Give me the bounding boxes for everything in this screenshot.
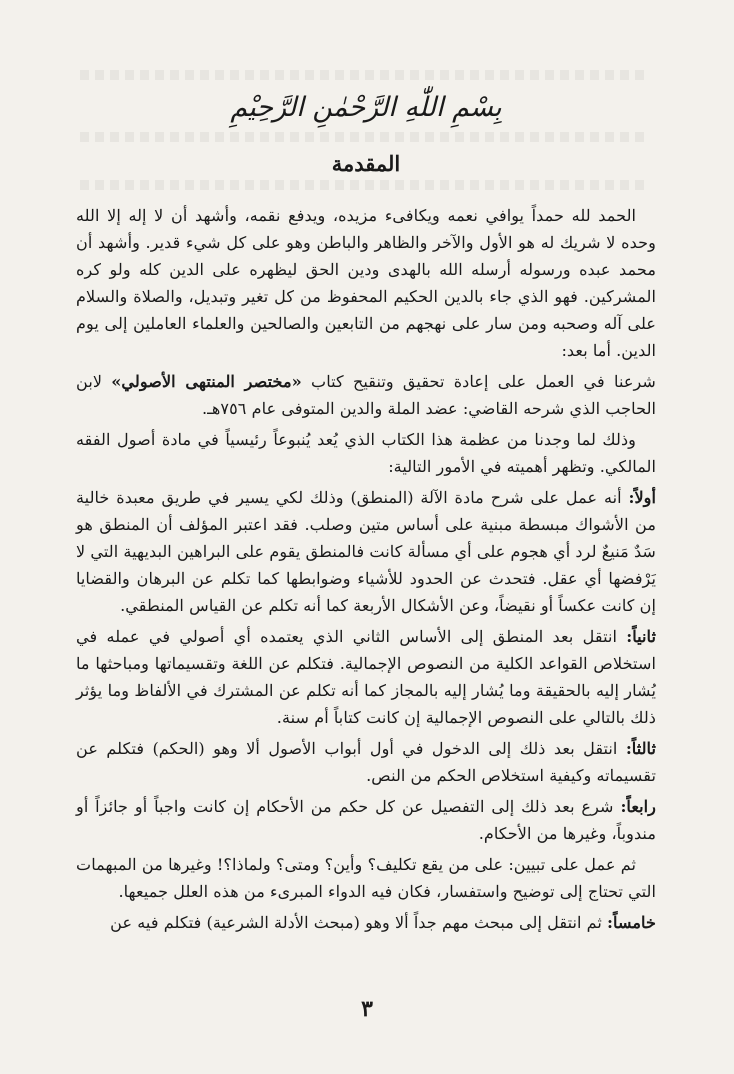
paragraph-book (76, 368, 656, 422)
bleed-through-line (80, 180, 650, 190)
paragraph-text: أنه عمل على شرح مادة الآلة (المنطق) وذلك لكي يسير في طريق معبدة خالية من الأشواك مبسطة مبنية على أساس متين وصلب. فقد اعتبر المؤلف أن المنطق هو سَدٌ مَنيعٌ لرد أي هجوم على أي مسألة كانت فالمنطق يقوم على البراهين البديهية التي لا يَرْفضها أي عقل. فتحدث عن الحدود للأشياء وضوابطها كما تكلم عن البرهان والقضايا إن كانت عكساً أو نقيضاً، وعن الأشكال الأربعة كما أنه تكلم عن القياس المنطقي. (76, 488, 656, 615)
ordinal-label: خامساً: (607, 913, 656, 932)
page-number: ٣ (361, 996, 373, 1022)
paragraph-text: لابن الحاجب الذي شرحه القاضي: عضد الملة والدين المتوفى عام ٧٥٦هـ. (76, 372, 656, 418)
ordinal-label: ثانياً: (626, 627, 656, 646)
paragraph-first (76, 484, 656, 619)
ordinal-label: ثالثاً: (625, 739, 656, 758)
paragraph-second (76, 623, 656, 731)
paragraph-text: انتقل بعد المنطق إلى الأساس الثاني الذي يعتمده أي أصولي في عمله في استخلاص القواعد الكلية من النصوص الإجمالية. فتكلم عن اللغة وتقسيماتها ومباحثها ما يُشار إليه بالحقيقة وما يُشار إليه بالمجاز كما أنه تكلم عن المشترك في الألفاظ وما يؤثر ذلك بالتالي على النصوص الإجمالية إن كانت كتاباً أم سنة. (76, 627, 656, 727)
paragraph-questions (76, 851, 656, 905)
paragraph-fifth (76, 909, 656, 936)
paragraph-text: ثم عمل على تبيين: على من يقع تكليف؟ وأين؟ ومتى؟ ولماذا؟! وغيرها من المبهمات التي تحتاج إلى توضيح واستفسار، فكان فيه الدواء المبرىء من هذه العلل جميعها. (76, 855, 656, 901)
paragraph-text: شرع بعد ذلك إلى التفصيل عن كل حكم من الأحكام إن كانت واجباً أو جائزاً أو مندوباً، وغيرها من الأحكام. (76, 797, 656, 843)
paragraph-third (76, 735, 656, 789)
paragraph-fourth (76, 793, 656, 847)
paragraph-text: شرعنا في العمل على إعادة تحقيق وتنقيح كتاب (301, 372, 656, 391)
ordinal-label: أولاً: (628, 488, 656, 507)
paragraph-text: انتقل بعد ذلك إلى الدخول في أول أبواب الأصول ألا وهو (الحكم) فتكلم عن تقسيماته وكيفية استخلاص الحكم من النص. (76, 739, 656, 785)
bismillah-heading: بِسْمِ اللّٰهِ الرَّحْمٰنِ الرَّحِيْمِ (230, 92, 502, 123)
bleed-through-line (80, 132, 650, 142)
paragraph-intro (76, 202, 656, 364)
bleed-through-line (80, 70, 650, 80)
paragraph-text: وذلك لما وجدنا من عظمة هذا الكتاب الذي يُعد يُنبوعاً رئيسياً في مادة أصول الفقه المالكي. وتظهر أهميته في الأمور التالية: (76, 430, 656, 476)
ordinal-label: رابعاً: (620, 797, 656, 816)
paragraph-text: الحمد لله حمداً يوافي نعمه ويكافىء مزيده، ويدفع نقمه، وأشهد أن لا إله إلا الله وحده لا شريك له هو الأول والآخر والظاهر والباطن وهو على كل شيء قدير. وأشهد أن محمد عبده ورسوله أرسله الله بالهدى ودين الحق ليظهره على الدين كله ولو كره المشركين. فهو الذي جاء بالدين الحكيم المحفوظ من كل تغير وتبديل، والصلاة والسلام على آله وصحبه ومن سار على نهجهم من التابعين والصالحين والعلماء العاملين إلى يوم الدين. أما بعد: (76, 206, 656, 360)
section-title: المقدمة (331, 151, 401, 176)
book-title: «مختصر المنتهى الأصولي» (111, 372, 302, 391)
paragraph-text: ثم انتقل إلى مبحث مهم جداً ألا وهو (مبحث الأدلة الشرعية) فتكلم فيه عن (110, 913, 608, 932)
paragraph-importance (76, 426, 656, 480)
